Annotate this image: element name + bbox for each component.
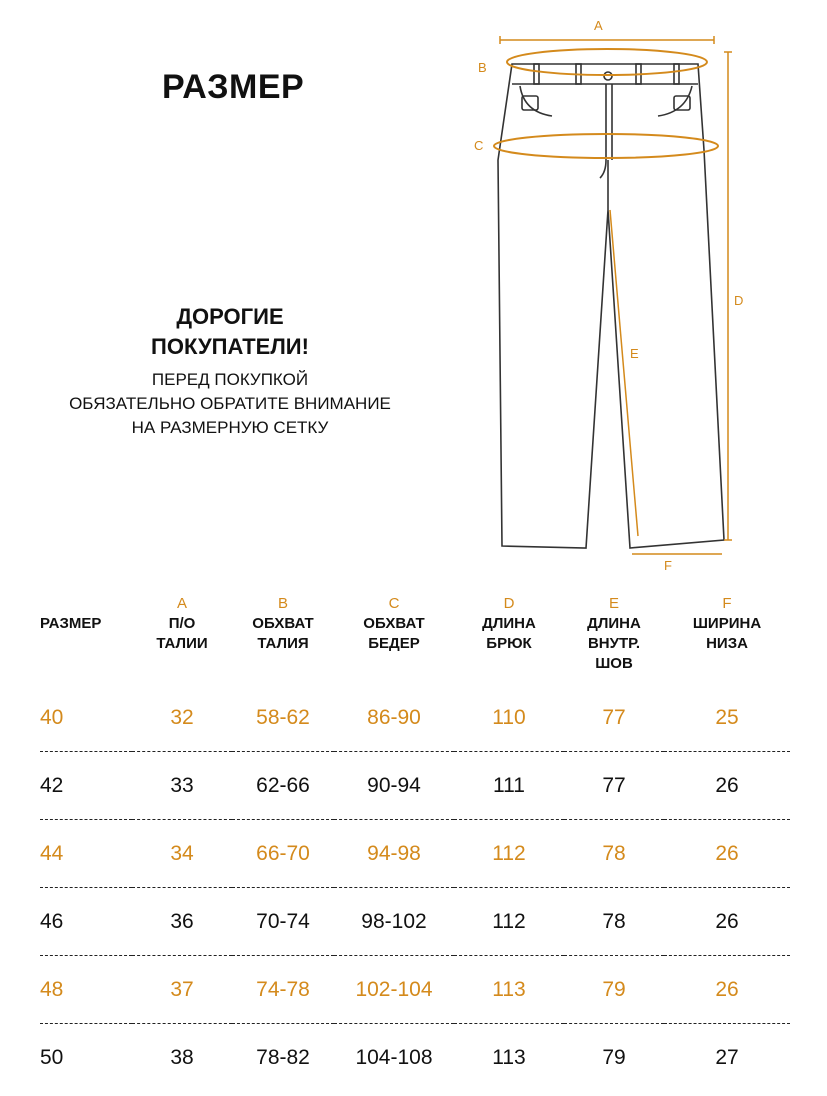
measurement-cell: 27 (715, 1045, 739, 1069)
measurement-cell: 79 (602, 1045, 626, 1069)
measurement-cell: 58-62 (232, 684, 334, 752)
measurement-cell: 113 (492, 1045, 526, 1069)
size-table-header (40, 594, 790, 684)
table-row (40, 752, 790, 820)
table-row (40, 956, 790, 1024)
measurement-cell: 78 (564, 888, 664, 956)
diagram-label-b: B (478, 60, 487, 75)
column-header: F ШИРИНА НИЗА (692, 595, 762, 652)
notice-heading-line-1: ДОРОГИЕ (176, 304, 284, 329)
diagram-label-a: A (594, 18, 603, 33)
measurement-cell: 26 (664, 888, 790, 956)
measurement-cell: 102-104 (334, 956, 454, 1024)
size-cell: 44 (40, 820, 132, 888)
notice-body-line-2: ОБЯЗАТЕЛЬНО ОБРАТИТЕ ВНИМАНИЕ (69, 394, 391, 413)
size-cell: 46 (40, 888, 132, 956)
size-cell: 48 (40, 956, 132, 1024)
column-header: РАЗМЕР (40, 615, 102, 632)
measurement-cell: 112 (454, 888, 564, 956)
measurement-cell: 90-94 (334, 752, 454, 820)
measurement-cell: 34 (132, 820, 232, 888)
measurement-cell: 98-102 (334, 888, 454, 956)
measurement-cell: 113 (454, 956, 564, 1024)
measurement-cell: 86-90 (334, 684, 454, 752)
measurement-cell: 66-70 (232, 820, 334, 888)
measurement-cell: 38 (170, 1045, 194, 1069)
measurement-cell: 26 (664, 752, 790, 820)
measurement-cell: 77 (564, 684, 664, 752)
table-row (40, 1024, 790, 1092)
measurement-cell: 70-74 (232, 888, 334, 956)
measurement-cell: 37 (132, 956, 232, 1024)
column-header: A П/О ТАЛИИ (156, 595, 208, 652)
diagram-label-e: E (630, 346, 639, 361)
measurement-cell: 62-66 (232, 752, 334, 820)
measurement-cell: 77 (564, 752, 664, 820)
guide-b (507, 49, 707, 75)
size-cell: 40 (40, 684, 132, 752)
measurement-cell: 25 (664, 684, 790, 752)
size-cell: 42 (40, 752, 132, 820)
measurement-cell: 94-98 (334, 820, 454, 888)
column-header: C ОБХВАТ БЕДЕР (363, 595, 425, 652)
measurement-cell: 36 (132, 888, 232, 956)
measurement-cell: 111 (454, 752, 564, 820)
table-row (40, 820, 790, 888)
measurement-cell: 26 (664, 956, 790, 1024)
notice-heading-line-2: ПОКУПАТЕЛИ! (151, 334, 309, 359)
notice-body-line-1: ПЕРЕД ПОКУПКОЙ (151, 370, 309, 389)
guide-e (610, 210, 638, 536)
measurement-cell: 79 (564, 956, 664, 1024)
table-row (40, 888, 790, 956)
size-table (40, 594, 790, 1091)
column-header: B ОБХВАТ ТАЛИЯ (252, 595, 314, 652)
measurement-cell: 32 (132, 684, 232, 752)
measurement-cell: 104-108 (355, 1045, 433, 1069)
measurement-cell: 78 (564, 820, 664, 888)
column-header: E ДЛИНА ВНУТР. ШОВ (587, 595, 641, 672)
diagram-label-c: C (474, 138, 484, 153)
diagram-label-f: F (664, 558, 672, 573)
measurement-cell: 26 (664, 820, 790, 888)
jeans-measurement-diagram (460, 10, 760, 580)
table-row (40, 684, 790, 752)
diagram-label-d: D (734, 293, 744, 308)
column-header: D ДЛИНА БРЮК (482, 595, 536, 652)
page-title: РАЗМЕР (162, 68, 305, 106)
measurement-cell: 110 (454, 684, 564, 752)
measurement-cell: 78-82 (256, 1045, 310, 1069)
customer-notice (30, 302, 430, 440)
notice-body-line-3: НА РАЗМЕРНУЮ СЕТКУ (131, 418, 329, 437)
measurement-cell: 33 (132, 752, 232, 820)
measurement-cell: 112 (454, 820, 564, 888)
size-cell: 50 (40, 1045, 64, 1069)
size-table-body (40, 684, 790, 1091)
measurement-cell: 74-78 (232, 956, 334, 1024)
